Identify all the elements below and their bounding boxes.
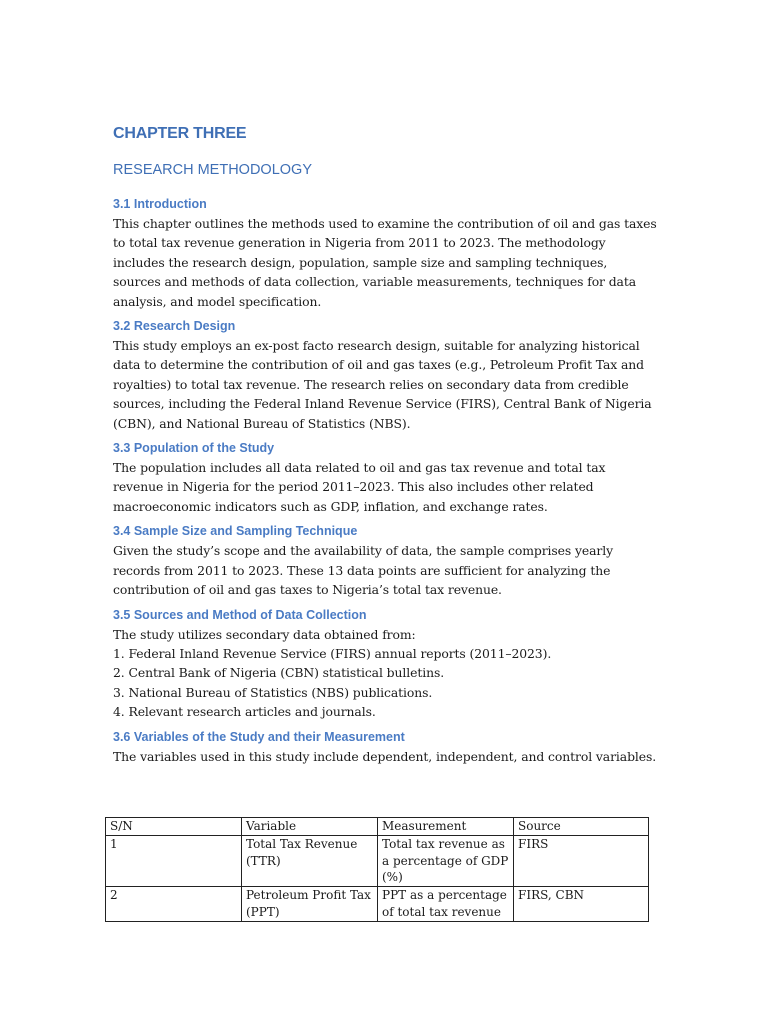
header-cell: Variable <box>242 818 378 836</box>
section-sample-size <box>113 524 658 599</box>
table-row <box>106 887 649 922</box>
section-paragraph: The population includes all data related to oil and gas tax revenue and total tax revenue in Nigeria for the period 2011–2023. This also includes other related macroeconomic indicators such as GDP, inflation, and exchange rates. <box>113 460 606 514</box>
header-cell: Source <box>514 818 649 836</box>
section-heading: 3.1 Introduction <box>113 197 207 211</box>
document-body <box>113 197 658 774</box>
list-item: 2. Central Bank of Nigeria (CBN) statistical bulletins. <box>113 665 445 681</box>
chapter-title: RESEARCH METHODOLOGY <box>113 162 312 178</box>
table-cell: PPT as a percentage of total tax revenue <box>378 887 514 922</box>
header-cell: Measurement <box>378 818 514 836</box>
section-paragraph: The study utilizes secondary data obtained from: <box>113 626 416 642</box>
table-cell: 2 <box>106 887 242 922</box>
section-heading: 3.4 Sample Size and Sampling Technique <box>113 524 358 539</box>
table-cell: FIRS, CBN <box>514 887 649 922</box>
section-heading: 3.6 Variables of the Study and their Measurement <box>113 729 405 744</box>
header-cell: S/N <box>106 818 242 836</box>
section-heading: 3.5 Sources and Method of Data Collection <box>113 607 367 622</box>
section-paragraph: This study employs an ex-post facto research design, suitable for analyzing historical data to determine the contribution of oil and gas taxes (e.g., Petroleum Profit Tax and royalties) to total tax revenue. The research relies on secondary data from credible sources, including the Federal Inland Revenue Service (FIRS), Central Bank of Nigeria (CBN), and National Bureau of Statistics (NBS). <box>113 338 652 431</box>
section-introduction <box>113 197 658 311</box>
section-paragraph: This chapter outlines the methods used to examine the contribution of oil and gas taxes to total tax revenue generation in Nigeria from 2011 to 2023. The methodology includes the research design, population, sample size and sampling techniques, sources and methods of data collection, variable measurements, techniques for data analysis, and model specification. <box>113 216 657 309</box>
list-item: 3. National Bureau of Statistics (NBS) publications. <box>113 684 433 700</box>
sources-list <box>113 644 658 722</box>
section-paragraph: The variables used in this study include dependent, independent, and control variables. <box>113 748 657 764</box>
section-data-sources <box>113 608 658 722</box>
section-variables <box>113 730 658 766</box>
section-paragraph: Given the study’s scope and the availability of data, the sample comprises yearly records from 2011 to 2023. These 13 data points are sufficient for analyzing the contribution of oil and gas taxes to Nigeria’s total tax revenue. <box>113 543 613 598</box>
variables-table <box>105 817 649 922</box>
section-population <box>113 441 658 516</box>
table-cell: FIRS <box>514 835 649 886</box>
table-row <box>106 835 649 886</box>
table-header-row <box>106 818 649 836</box>
table-cell: Petroleum Profit Tax (PPT) <box>242 887 378 922</box>
section-heading: 3.2 Research Design <box>113 319 236 334</box>
list-item: 4. Relevant research articles and journals. <box>113 704 376 720</box>
list-item: 1. Federal Inland Revenue Service (FIRS) annual reports (2011–2023). <box>113 645 552 661</box>
table-cell: Total Tax Revenue (TTR) <box>242 835 378 886</box>
chapter-heading: CHAPTER THREE <box>113 125 247 142</box>
section-research-design <box>113 319 658 433</box>
section-heading: 3.3 Population of the Study <box>113 441 275 456</box>
table-cell: 1 <box>106 835 242 886</box>
table-cell: Total tax revenue as a percentage of GDP (%) <box>378 835 514 886</box>
